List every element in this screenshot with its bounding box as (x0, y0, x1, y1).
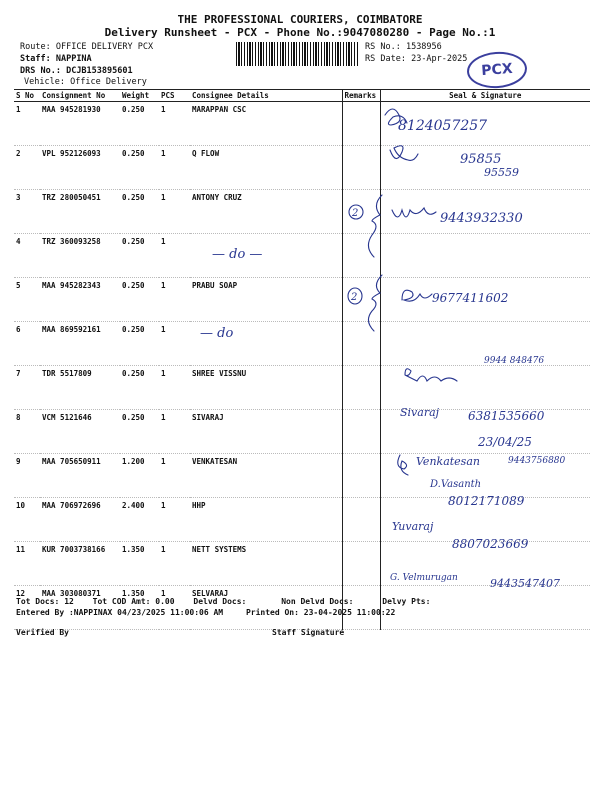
cell-weight: 1.200 (120, 454, 159, 498)
rs-date-line: RS Date: 23-Apr-2025 (365, 54, 468, 64)
cell-pcs: 1 (159, 454, 190, 498)
cell-seal-signature (380, 366, 590, 410)
phone-row-11: 8807023669 (452, 537, 529, 551)
cell-weight: 1.350 (120, 586, 159, 630)
cell-pcs: 1 (159, 410, 190, 454)
cell-seal-signature (380, 498, 590, 542)
cell-remarks (342, 322, 380, 366)
cell-consignment: TDR 5517809 (40, 366, 120, 410)
route-value: OFFICE DELIVERY PCX (55, 42, 154, 52)
cell-consignment: MAA 705650911 (40, 454, 120, 498)
cell-remarks (342, 454, 380, 498)
runsheet-table (14, 89, 590, 630)
barcode (236, 42, 358, 66)
cell-weight: 0.250 (120, 190, 159, 234)
cell-pcs: 1 (159, 498, 190, 542)
cell-seal-signature (380, 454, 590, 498)
cell-seal-signature (380, 278, 590, 322)
cell-weight: 0.250 (120, 278, 159, 322)
cell-consignee (190, 322, 342, 366)
drs-line: DRS No.: DCJB153895601 (20, 66, 133, 76)
phone-row-1: 8124057257 (398, 118, 488, 134)
table-row (14, 322, 590, 366)
table-row (14, 498, 590, 542)
pcx-stamp: PCX (466, 50, 528, 90)
cell-weight: 2.400 (120, 498, 159, 542)
cell-remarks (342, 146, 380, 190)
name-row-9: Venkatesan (416, 455, 480, 468)
tot-docs-value: 12 (64, 597, 74, 606)
printed-on-value: 23-04-2025 11:00:22 (303, 608, 396, 617)
cell-consignee: HHP (190, 498, 342, 542)
date-row-9: 23/04/25 (478, 435, 532, 449)
cell-consignee: ANTONY CRUZ (190, 190, 342, 234)
cell-sno: 8 (14, 410, 40, 454)
phone-row-2b: 95559 (484, 166, 519, 179)
phone-row-9: 9443756880 (508, 456, 566, 466)
name-row-12: G. Velmurugan (390, 573, 458, 583)
cell-remarks (342, 278, 380, 322)
cell-sno: 12 (14, 586, 40, 630)
table-row (14, 542, 590, 586)
col-sno: S No (14, 90, 40, 102)
cell-sno: 6 (14, 322, 40, 366)
vehicle-value: Office Delivery (70, 77, 147, 87)
cell-seal-signature (380, 190, 590, 234)
cell-seal-signature (380, 146, 590, 190)
rs-no-value: 1538956 (405, 42, 442, 52)
vehicle-line: Vehicle: Office Delivery (24, 77, 147, 87)
cell-pcs: 1 (159, 366, 190, 410)
cell-sno: 1 (14, 102, 40, 146)
table-row (14, 366, 590, 410)
col-weight: Weight (120, 90, 159, 102)
ditto-row-6: — do (200, 326, 234, 341)
cell-consignee: SHREE VISSNU (190, 366, 342, 410)
cell-seal-signature (380, 234, 590, 278)
cell-consignee: VENKATESAN (190, 454, 342, 498)
col-remarks: Remarks (342, 90, 380, 102)
cell-seal-signature (380, 102, 590, 146)
cell-weight: 0.250 (120, 410, 159, 454)
table-row (14, 410, 590, 454)
col-pcs: PCS (159, 90, 190, 102)
company-title: THE PROFESSIONAL COURIERS, COIMBATORE (177, 13, 423, 26)
cell-consignee: PRABU SOAP (190, 278, 342, 322)
drs-value: DCJB153895601 (66, 66, 133, 76)
cell-sno: 10 (14, 498, 40, 542)
cell-sno: 3 (14, 190, 40, 234)
name-row-10: D.Vasanth (430, 479, 482, 490)
cell-pcs: 1 (159, 102, 190, 146)
cell-consignment: VCM 5121646 (40, 410, 120, 454)
runsheet-subtitle: Delivery Runsheet - PCX - Phone No.:9047080280 - Page No.:1 (104, 26, 496, 39)
cell-remarks (342, 498, 380, 542)
cell-remarks (342, 190, 380, 234)
cell-consignment: MAA 945282343 (40, 278, 120, 322)
phone-row-3: 9443932330 (440, 211, 523, 226)
cell-pcs: 1 (159, 234, 190, 278)
entered-by-line: Entered By :NAPPINAX 04/23/2025 11:00:06 AM Printed On: 23-04-2025 11:00:22 (16, 608, 396, 617)
tot-cod-value: 0.00 (155, 597, 175, 606)
route-line: Route: OFFICE DELIVERY PCX (20, 42, 154, 52)
phone-row-10: 8012171089 (448, 494, 525, 508)
cell-consignee (190, 234, 342, 278)
table-header-row (14, 90, 590, 102)
cell-consignment: MAA 945281930 (40, 102, 120, 146)
table-row (14, 146, 590, 190)
cell-sno: 7 (14, 366, 40, 410)
circled-number-3-text: 2 (352, 208, 359, 219)
cell-sno: 5 (14, 278, 40, 322)
entered-by-value: NAPPINAX 04/23/2025 11:00:06 AM (73, 608, 224, 617)
col-consignment: Consignment No (40, 90, 120, 102)
cell-pcs: 1 (159, 190, 190, 234)
cell-pcs: 1 (159, 542, 190, 586)
cell-consignee: Q FLOW (190, 146, 342, 190)
cell-sno: 2 (14, 146, 40, 190)
phone-row-5: 9677411602 (432, 291, 509, 305)
phone-row-8: 6381535660 (468, 409, 545, 423)
cell-seal-signature (380, 586, 590, 630)
cell-consignment: MAA 303080371 (40, 586, 120, 630)
phone-row-7: 9944 848476 (484, 356, 545, 366)
cell-remarks (342, 102, 380, 146)
cell-pcs: 1 (159, 586, 190, 630)
cell-pcs: 1 (159, 278, 190, 322)
cell-consignment: MAA 706972696 (40, 498, 120, 542)
cell-pcs: 1 (159, 322, 190, 366)
cell-remarks (342, 234, 380, 278)
ditto-row-4: — do — (212, 247, 263, 262)
name-row-8: Sivaraj (400, 406, 440, 419)
cell-weight: 0.250 (120, 102, 159, 146)
staff-value: NAPPINA (55, 54, 92, 64)
table-row (14, 190, 590, 234)
circled-number-5-text: 2 (351, 292, 358, 303)
col-seal-signature: Seal & Signature (380, 90, 590, 102)
cell-remarks (342, 366, 380, 410)
cell-consignee: SELVARAJ (190, 586, 342, 630)
totals-line: Tot Docs: 12 Tot COD Amt: 0.00 Delvd Docs: Non Delvd Docs: Delvy Pts: (16, 597, 431, 606)
cell-sno: 4 (14, 234, 40, 278)
cell-remarks (342, 542, 380, 586)
phone-row-2a: 95855 (460, 152, 502, 167)
cell-weight: 0.250 (120, 234, 159, 278)
phone-row-12: 9443547407 (490, 577, 560, 590)
cell-consignment: VPL 952126093 (40, 146, 120, 190)
rs-date-value: 23-Apr-2025 (411, 54, 468, 64)
name-row-11: Yuvaraj (392, 520, 434, 533)
cell-weight: 0.250 (120, 322, 159, 366)
cell-sno: 9 (14, 454, 40, 498)
cell-consignment: KUR 7003738166 (40, 542, 120, 586)
col-consignee: Consignee Details (190, 90, 342, 102)
cell-consignment: TRZ 280050451 (40, 190, 120, 234)
cell-consignment: TRZ 360093258 (40, 234, 120, 278)
verified-by-label: Verified By (16, 628, 69, 637)
cell-sno: 11 (14, 542, 40, 586)
table-row (14, 454, 590, 498)
cell-seal-signature (380, 410, 590, 454)
table-row (14, 278, 590, 322)
table-row (14, 102, 590, 146)
cell-pcs: 1 (159, 146, 190, 190)
rs-no-line: RS No.: 1538956 (365, 42, 442, 52)
cell-consignee: MARAPPAN CSC (190, 102, 342, 146)
cell-weight: 0.250 (120, 146, 159, 190)
staff-line: Staff: NAPPINA (20, 54, 92, 64)
cell-consignee: SIVARAJ (190, 410, 342, 454)
cell-seal-signature (380, 322, 590, 366)
cell-consignee: NETT SYSTEMS (190, 542, 342, 586)
table-row (14, 234, 590, 278)
cell-weight: 0.250 (120, 366, 159, 410)
staff-signature-label: Staff Signature (272, 628, 345, 637)
cell-remarks (342, 410, 380, 454)
cell-weight: 1.350 (120, 542, 159, 586)
cell-seal-signature (380, 542, 590, 586)
cell-consignment: MAA 869592161 (40, 322, 120, 366)
